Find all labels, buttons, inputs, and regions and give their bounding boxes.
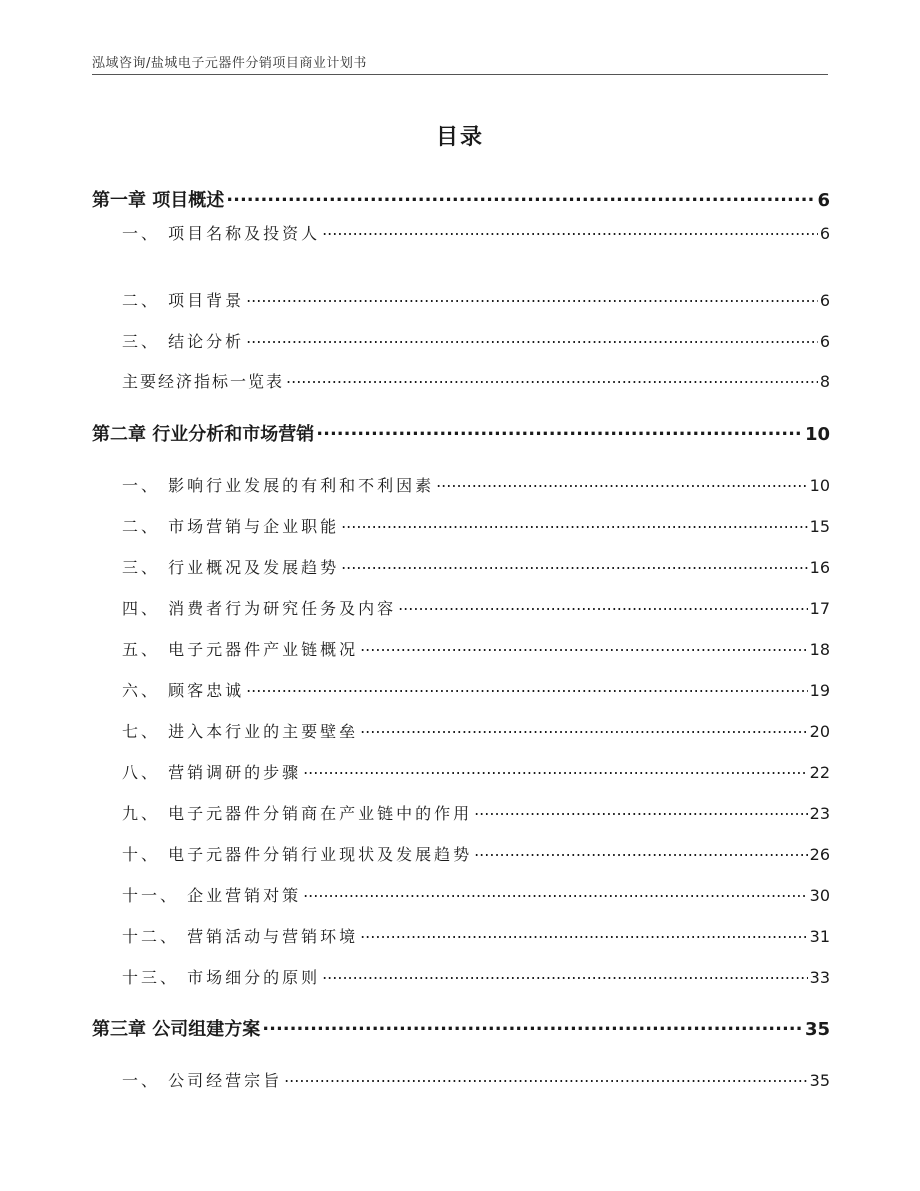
toc-entry-label: 二、 项目背景 <box>122 291 245 310</box>
toc-entry-label: 十三、 市场细分的原则 <box>122 968 321 987</box>
toc-entry-label: 主要经济指标一览表 <box>122 372 285 391</box>
leader-dots <box>360 637 808 655</box>
toc-chapter-3[interactable] <box>92 1015 830 1041</box>
leader-dots <box>226 186 815 206</box>
toc-section[interactable] <box>92 369 830 392</box>
leader-dots <box>246 288 818 306</box>
toc-entry-label: 二、 市场营销与企业职能 <box>122 517 340 536</box>
toc-entry-page: 6 <box>817 190 830 211</box>
leader-dots <box>286 369 818 387</box>
leader-dots <box>360 924 808 942</box>
leader-dots <box>474 842 808 860</box>
toc-entry-page: 20 <box>809 722 830 741</box>
toc-entry-page: 35 <box>804 1019 830 1040</box>
toc-entry-page: 16 <box>809 558 830 577</box>
toc-entry-label: 五、 电子元器件产业链概况 <box>122 640 359 659</box>
toc-entry-page: 10 <box>809 476 830 495</box>
toc-entry-label: 四、 消费者行为研究任务及内容 <box>122 599 397 618</box>
toc-entry-page: 22 <box>809 763 830 782</box>
toc-entry-label: 九、 电子元器件分销商在产业链中的作用 <box>122 804 473 823</box>
toc-entry-label: 十、 电子元器件分销行业现状及发展趋势 <box>122 845 473 864</box>
leader-dots <box>360 719 808 737</box>
leader-dots <box>262 1015 803 1035</box>
toc-section[interactable] <box>92 555 830 578</box>
toc-entry-label: 第二章 行业分析和市场营销 <box>92 424 315 445</box>
toc-section[interactable] <box>92 514 830 537</box>
toc-section[interactable] <box>92 1068 830 1091</box>
toc-entry-label: 三、 行业概况及发展趋势 <box>122 558 340 577</box>
leader-dots <box>341 514 808 532</box>
toc-entry-label: 七、 进入本行业的主要壁垒 <box>122 722 359 741</box>
toc-section[interactable] <box>92 883 830 906</box>
toc-entry-label: 八、 营销调研的步骤 <box>122 763 302 782</box>
toc-entry-page: 15 <box>809 517 830 536</box>
toc-section[interactable] <box>92 637 830 660</box>
toc-section[interactable] <box>92 329 830 352</box>
running-header: 泓域咨询/盐城电子元器件分销项目商业计划书 <box>92 56 367 71</box>
toc-entry-page: 26 <box>809 845 830 864</box>
toc-entry-page: 31 <box>809 927 830 946</box>
leader-dots <box>246 678 808 696</box>
leader-dots <box>322 965 808 983</box>
leader-dots <box>474 801 808 819</box>
toc-entry-page: 19 <box>809 681 830 700</box>
toc-entry-page: 17 <box>809 599 830 618</box>
toc-section[interactable] <box>92 965 830 988</box>
toc-section[interactable] <box>92 842 830 865</box>
toc-section[interactable] <box>92 221 830 244</box>
toc-entry-label: 一、 影响行业发展的有利和不利因素 <box>122 476 435 495</box>
toc-entry-page: 35 <box>809 1071 830 1090</box>
toc-section[interactable] <box>92 760 830 783</box>
leader-dots <box>398 596 808 614</box>
leader-dots <box>436 473 808 491</box>
toc-entry-page: 33 <box>809 968 830 987</box>
toc-entry-label: 第一章 项目概述 <box>92 190 225 211</box>
leader-dots <box>284 1068 808 1086</box>
toc-entry-label: 十一、 企业营销对策 <box>122 886 302 905</box>
header-divider <box>92 74 828 75</box>
toc-entry-page: 10 <box>804 424 830 445</box>
toc-entry-label: 一、 项目名称及投资人 <box>122 224 321 243</box>
toc-entry-label: 第三章 公司组建方案 <box>92 1019 261 1040</box>
toc-entry-page: 6 <box>819 224 830 243</box>
toc-entry-page: 30 <box>809 886 830 905</box>
toc-section[interactable] <box>92 473 830 496</box>
toc-title: 目录 <box>435 125 484 150</box>
leader-dots <box>316 420 803 440</box>
toc-section[interactable] <box>92 596 830 619</box>
toc-entry-page: 6 <box>819 332 830 351</box>
toc-entry-label: 一、 公司经营宗旨 <box>122 1071 283 1090</box>
toc-section[interactable] <box>92 801 830 824</box>
toc-entry-label: 六、 顾客忠诚 <box>122 681 245 700</box>
leader-dots <box>303 883 808 901</box>
toc-section[interactable] <box>92 288 830 311</box>
toc-section[interactable] <box>92 678 830 701</box>
leader-dots <box>246 329 818 347</box>
leader-dots <box>341 555 808 573</box>
toc-entry-page: 8 <box>819 372 830 391</box>
toc-chapter-1[interactable] <box>92 186 830 212</box>
leader-dots <box>303 760 808 778</box>
toc-section[interactable] <box>92 719 830 742</box>
leader-dots <box>322 221 818 239</box>
toc-entry-label: 三、 结论分析 <box>122 332 245 351</box>
toc-chapter-2[interactable] <box>92 420 830 446</box>
toc-section[interactable] <box>92 924 830 947</box>
toc-entry-page: 23 <box>809 804 830 823</box>
toc-entry-page: 6 <box>819 291 830 310</box>
toc-entry-page: 18 <box>809 640 830 659</box>
toc-entry-label: 十二、 营销活动与营销环境 <box>122 927 359 946</box>
